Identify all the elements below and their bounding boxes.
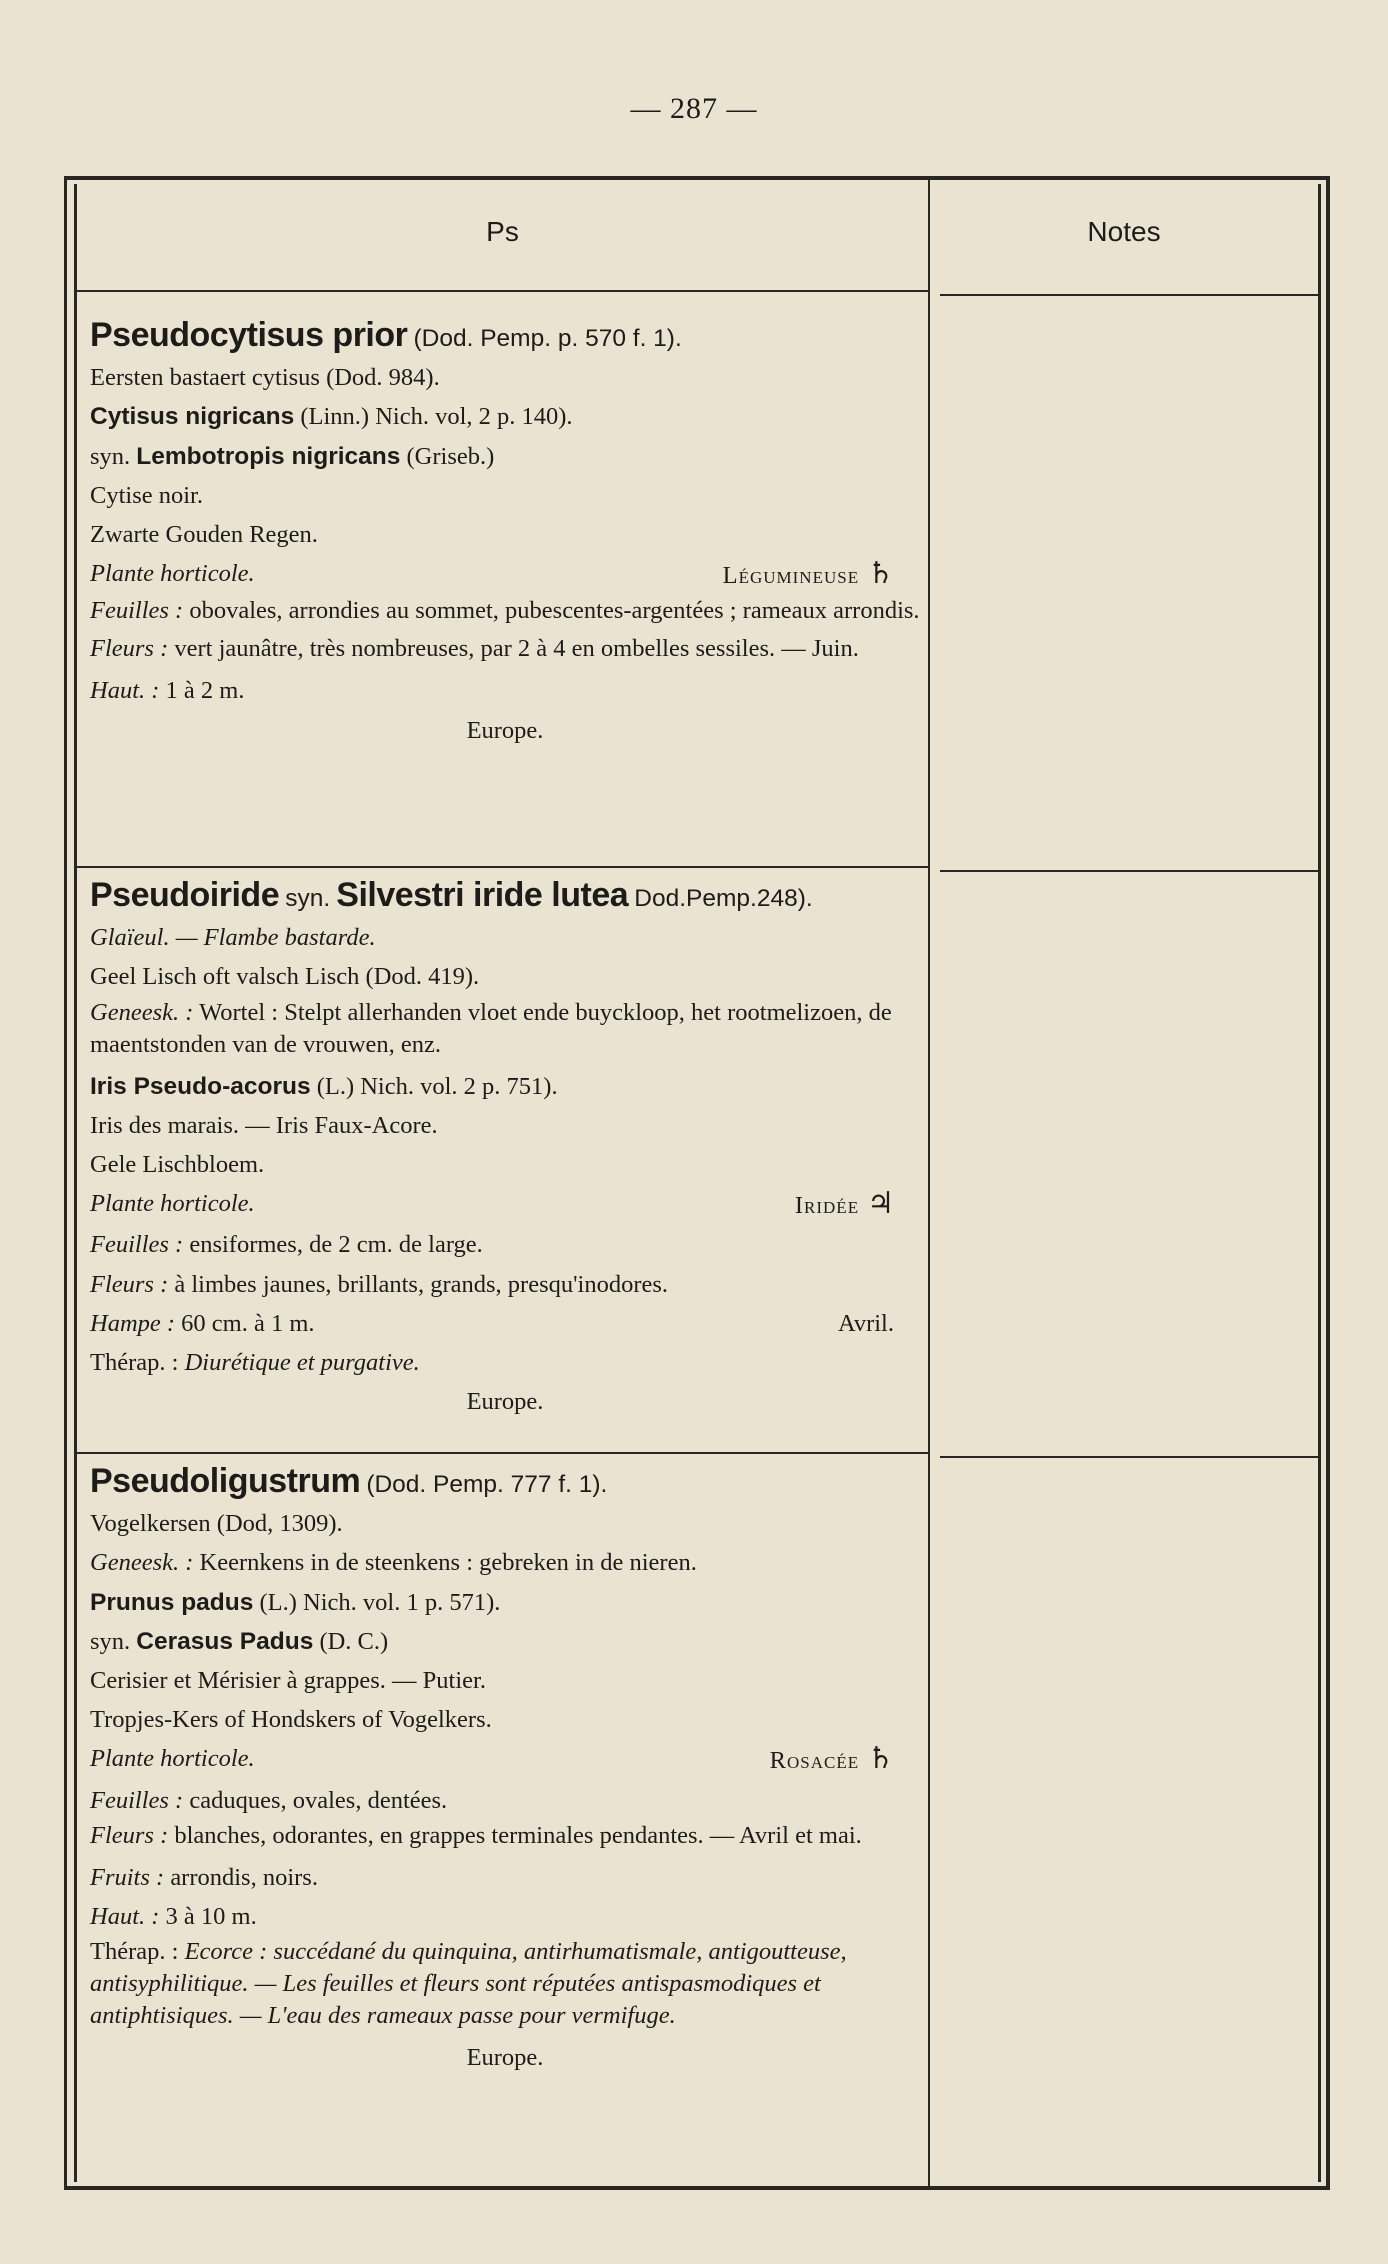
feature-label: Fruits : (90, 1863, 165, 1891)
perennial-symbol-icon: ♃ (867, 1187, 894, 1221)
entry-title-synonym: Silvestri iride lutea (336, 876, 629, 914)
entry-divider-1-right (940, 870, 1318, 872)
entry-line: Geel Lisch oft valsch Lisch (Dod. 419). (90, 963, 480, 991)
origin: Europe. (466, 1388, 544, 1416)
feature-text: Diurétique et purgative. (184, 1349, 420, 1377)
header-divider-right (940, 294, 1318, 296)
entry-reference: (Dod. Pemp. p. 570 f. 1). (413, 325, 682, 352)
entry-divider-2-right (940, 1456, 1318, 1458)
synonym-name: Lembotropis nigricans (136, 442, 401, 470)
feature-text: 60 cm. à 1 m. (181, 1309, 315, 1337)
feature-label: Haut. : (90, 1903, 160, 1931)
plant-type: Plante horticole. (90, 560, 255, 588)
entry-line: Cytise noir. (90, 481, 203, 509)
plant-type: Plante horticole. (90, 1190, 255, 1218)
feature-label: Geneesk. : (90, 998, 194, 1026)
feature-text: vert jaunâtre, très nombreuses, par 2 à 4 en ombelles sessiles. — Juin. (174, 635, 859, 663)
shrub-symbol-icon: ♄ (867, 1742, 894, 1776)
entry-line: Gele Lischbloem. (90, 1151, 265, 1179)
entry-line: Cerisier et Mérisier à grappes. — Putier. (90, 1667, 486, 1695)
synonym-prefix: syn. (90, 442, 131, 470)
entry-line: Vogelkersen (Dod, 1309). (90, 1510, 343, 1538)
common-name: — Flambe bastarde. (175, 924, 376, 952)
entry-title: Pseudoligustrum (90, 1462, 361, 1500)
feature-label: Fleurs : (90, 1821, 169, 1849)
feature-text: blanches, odorantes, en grappes terminales pendantes. — Avril et mai. (174, 1821, 862, 1849)
feature-text: obovales, arrondies au sommet, pubescentes-argentées ; rameaux arrondis. (189, 597, 920, 625)
feature-label: Feuilles : (90, 1231, 184, 1259)
flowering-month: Avril. (837, 1309, 894, 1337)
page-number: — 287 — (630, 92, 758, 125)
feature-text: Keernkens in de steenkens : gebreken in de nieren. (199, 1549, 697, 1577)
synonym-author: (Griseb.) (406, 442, 495, 470)
plant-family: Iridée (794, 1192, 860, 1220)
entry-divider-2-left (77, 1452, 928, 1454)
entry-divider-1-left (77, 866, 928, 868)
feature-label: Feuilles : (90, 1786, 184, 1814)
shrub-symbol-icon: ♄ (867, 557, 894, 591)
header-column-ps: Ps (486, 216, 519, 247)
species-reference: (L.) Nich. vol. 1 p. 571). (259, 1588, 501, 1616)
feature-text: arrondis, noirs. (170, 1863, 318, 1891)
synonym-prefix: syn. (285, 885, 331, 912)
entry-pseudoiride (90, 876, 920, 1421)
feature-text: ensiformes, de 2 cm. de large. (189, 1231, 483, 1259)
species-name: Iris Pseudo-acorus (90, 1072, 311, 1100)
species-name: Cytisus nigricans (90, 403, 295, 431)
entry-pseudoligustrum (90, 1462, 920, 2077)
inner-border-right (1318, 184, 1321, 2182)
feature-label: Fleurs : (90, 635, 169, 663)
origin: Europe. (466, 716, 544, 744)
feature-label: Thérap. : (90, 1938, 179, 1966)
entry-reference: Dod.Pemp.248). (634, 885, 813, 912)
entry-line: Tropjes-Kers of Hondskers of Vogelkers. (90, 1706, 492, 1734)
feature-text: 3 à 10 m. (165, 1903, 257, 1931)
header-divider-left (77, 290, 928, 292)
feature-text: Ecorce : succédané du quinquina, antirhumatismale, antigoutteuse, antisyphilitique. — Les feuilles et fleurs sont réputées antispasmodiques et antiphtisiques. — L'eau des rameaux passe pour vermifuge. (90, 1938, 847, 2030)
feature-label: Hampe : (90, 1309, 176, 1337)
feature-text: 1 à 2 m. (165, 677, 245, 705)
feature-label: Geneesk. : (90, 1549, 194, 1577)
entry-title: Pseudocytisus prior (90, 316, 408, 354)
synonym-prefix: syn. (90, 1627, 131, 1655)
entry-title: Pseudoiride (90, 876, 280, 914)
entry-line: Zwarte Gouden Regen. (90, 521, 318, 549)
plant-family: Rosacée (769, 1747, 860, 1775)
entry-line: Iris des marais. — Iris Faux-Acore. (90, 1111, 438, 1139)
column-divider (928, 176, 930, 2190)
entry-line: Eersten bastaert cytisus (Dod. 984). (90, 364, 440, 392)
entry-reference: (Dod. Pemp. 777 f. 1). (366, 1471, 608, 1498)
synonym-name: Cerasus Padus (136, 1627, 314, 1655)
common-name: Glaïeul. (90, 924, 170, 952)
plant-family: Légumineuse (722, 562, 860, 590)
feature-text: Wortel : Stelpt allerhanden vloet ende buyckloop, het rootmelizoen, de maentstonden van de vrouwen, enz. (90, 998, 892, 1058)
feature-text: à limbes jaunes, brillants, grands, presqu'inodores. (174, 1270, 669, 1298)
plant-type: Plante horticole. (90, 1745, 255, 1773)
origin: Europe. (466, 2044, 544, 2072)
feature-label: Haut. : (90, 677, 160, 705)
species-reference: (Linn.) Nich. vol, 2 p. 140). (300, 403, 573, 431)
entry-pseudocytisus (90, 316, 920, 750)
feature-label: Feuilles : (90, 597, 184, 625)
inner-border-left (74, 184, 77, 2182)
feature-text: caduques, ovales, dentées. (189, 1786, 448, 1814)
header-column-notes: Notes (1087, 216, 1161, 247)
species-reference: (L.) Nich. vol. 2 p. 751). (316, 1072, 558, 1100)
feature-label: Thérap. : (90, 1349, 179, 1377)
species-name: Prunus padus (90, 1588, 254, 1616)
synonym-author: (D. C.) (319, 1627, 389, 1655)
feature-label: Fleurs : (90, 1270, 169, 1298)
